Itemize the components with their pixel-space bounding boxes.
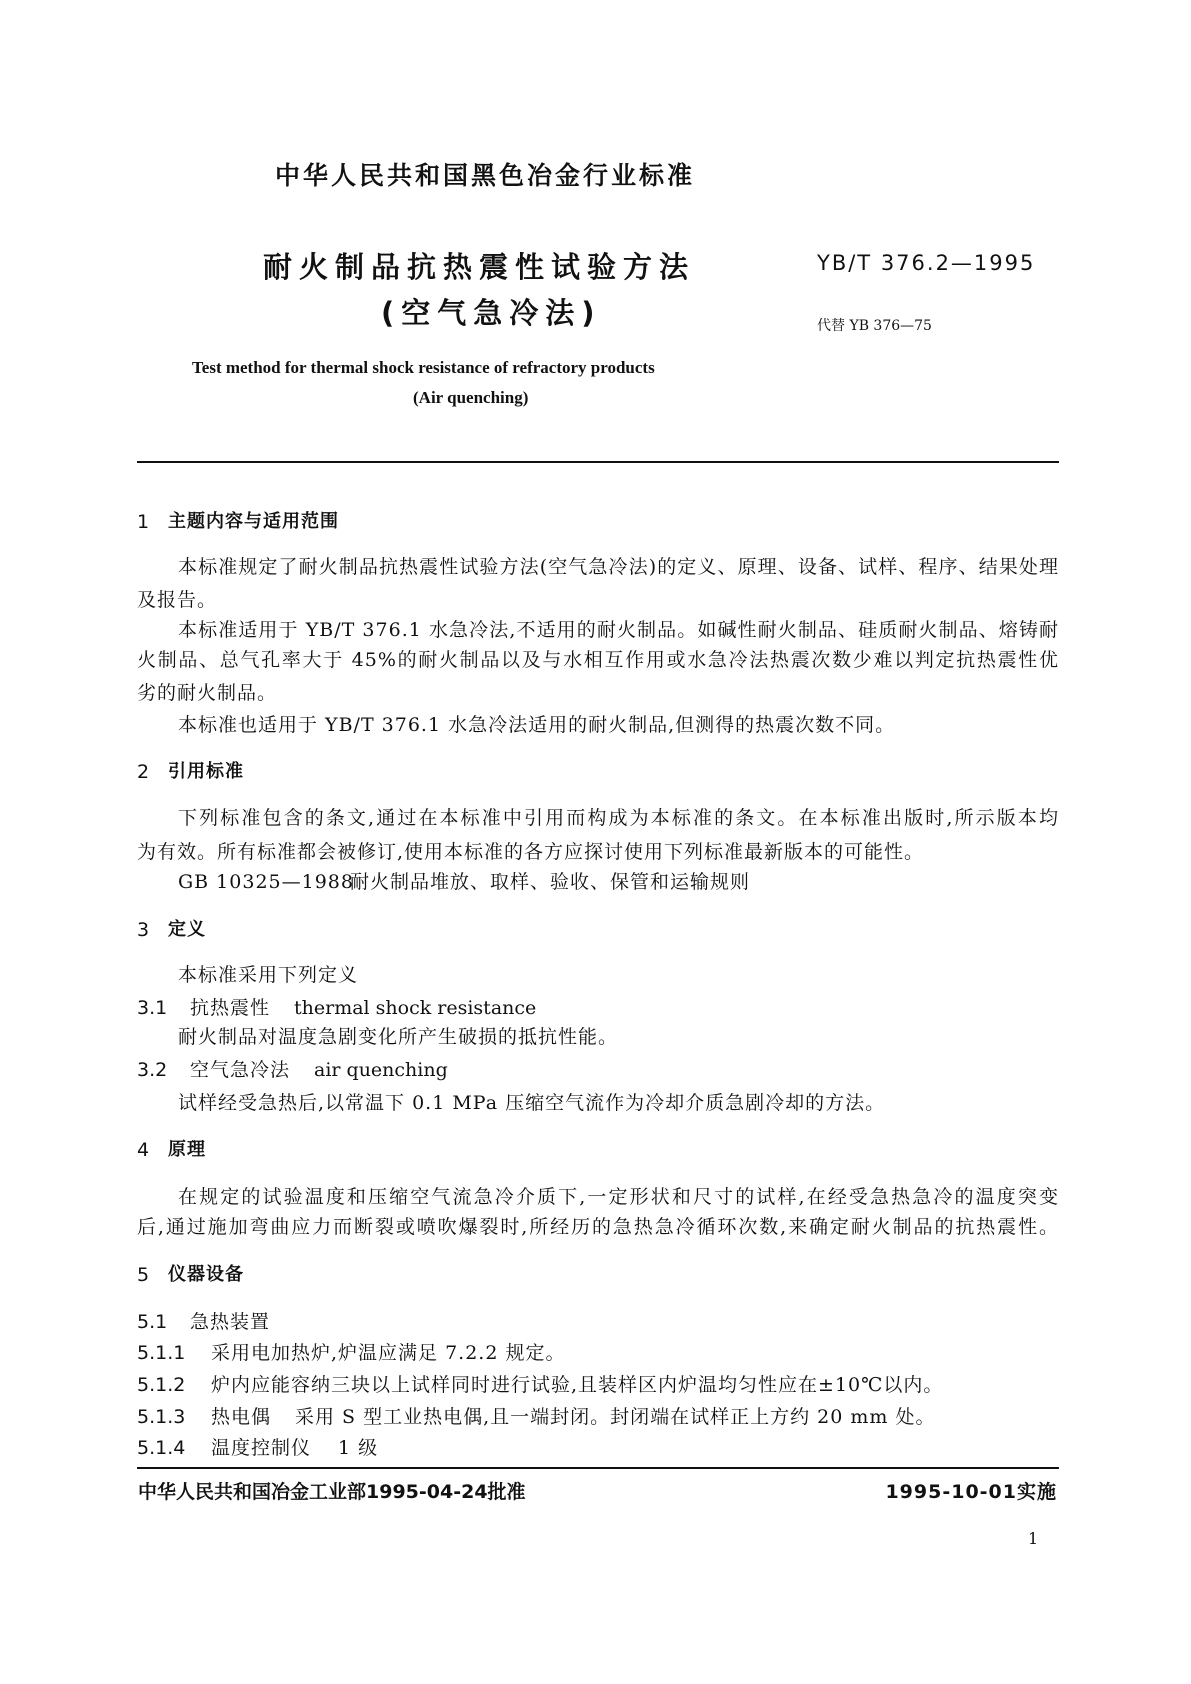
paragraph-line: 本标准采用下列定义: [178, 964, 359, 986]
paragraph-line: 后,通过施加弯曲应力而断裂或喷吹爆裂时,所经历的急热急冷循环次数,来确定耐火制品的抗热震性。: [137, 1216, 1059, 1238]
section-4-number: 4: [137, 1139, 150, 1161]
clause-text: 1 级: [338, 1437, 379, 1459]
clause-number: 5.1.4: [137, 1437, 186, 1459]
reference-code: GB 10325—1988: [178, 871, 354, 893]
term-en: thermal shock resistance: [294, 997, 537, 1019]
paragraph-line: 在规定的试验温度和压缩空气流急冷介质下,一定形状和尺寸的试样,在经受急热急冷的温度突变: [178, 1186, 1059, 1208]
paragraph-line: 下列标准包含的条文,通过在本标准中引用而构成为本标准的条文。在本标准出版时,所示版本均: [178, 807, 1059, 829]
title-cn: 耐火制品抗热震性试验方法: [263, 250, 696, 284]
paragraph-line: 劣的耐火制品。: [137, 682, 278, 704]
page-number: 1: [1028, 1529, 1040, 1548]
subtitle-cn: (空气急冷法): [381, 296, 602, 330]
clause-number: 3.2: [137, 1059, 168, 1081]
clause-text: 炉内应能容纳三块以上试样同时进行试验,且装样区内炉温均匀性应在±10℃以内。: [211, 1374, 944, 1396]
section-5-title: 仪器设备: [168, 1264, 244, 1285]
subtitle-en: (Air quenching): [413, 388, 529, 407]
effective-date: 1995-10-01实施: [885, 1481, 1057, 1503]
clause-term: 温度控制仪: [211, 1437, 312, 1459]
section-1-number: 1: [137, 511, 150, 533]
section-2-title: 引用标准: [168, 761, 244, 782]
term-cn: 抗热震性: [190, 997, 271, 1019]
section-4-title: 原理: [168, 1139, 206, 1160]
header-divider: [137, 461, 1059, 463]
paragraph-line: 火制品、总气孔率大于 45%的耐火制品以及与水相互作用或水急冷法热震次数少难以判定抗热震性优: [137, 649, 1059, 671]
paragraph-line: 及报告。: [137, 589, 218, 611]
paragraph-line: 本标准规定了耐火制品抗热震性试验方法(空气急冷法)的定义、原理、设备、试样、程序、结果处理: [178, 556, 1059, 578]
paragraph-line: 本标准适用于 YB/T 376.1 水急冷法,不适用的耐火制品。如碱性耐火制品、硅质耐火制品、熔铸耐: [178, 619, 1059, 641]
replaces-note: 代替 YB 376—75: [817, 318, 932, 334]
clause-term: 热电偶: [211, 1406, 272, 1428]
issuer-heading: 中华人民共和国黑色冶金行业标准: [275, 161, 696, 190]
term-cn: 空气急冷法: [190, 1059, 291, 1081]
term-definition: 耐火制品对温度急剧变化所产生破损的抵抗性能。: [178, 1026, 619, 1048]
section-5-number: 5: [137, 1264, 150, 1286]
clause-text: 急热装置: [190, 1311, 271, 1333]
section-2-number: 2: [137, 761, 150, 783]
title-en: Test method for thermal shock resistance of refractory products: [192, 358, 655, 377]
term-en: air quenching: [314, 1059, 448, 1081]
paragraph-line: 本标准也适用于 YB/T 376.1 水急冷法适用的耐火制品,但测得的热震次数不同。: [178, 714, 896, 736]
clause-number: 5.1: [137, 1311, 168, 1333]
term-definition: 试样经受急热后,以常温下 0.1 MPa 压缩空气流作为冷却介质急剧冷却的方法。: [178, 1092, 886, 1114]
clause-number: 5.1.3: [137, 1406, 186, 1428]
section-1-title: 主题内容与适用范围: [168, 511, 339, 532]
clause-number: 5.1.1: [137, 1342, 186, 1364]
approval-date: 中华人民共和国冶金工业部1995-04-24批准: [138, 1481, 526, 1503]
paragraph-line: 为有效。所有标准都会被修订,使用本标准的各方应探讨使用下列标准最新版本的可能性。: [137, 841, 925, 863]
clause-number: 5.1.2: [137, 1374, 186, 1396]
section-3-number: 3: [137, 919, 150, 941]
clause-text: 采用电加热炉,炉温应满足 7.2.2 规定。: [211, 1342, 566, 1364]
clause-text: 采用 S 型工业热电偶,且一端封闭。封闭端在试样正上方约 20 mm 处。: [295, 1406, 936, 1428]
clause-number: 3.1: [137, 997, 168, 1019]
footer-divider: [137, 1467, 1059, 1469]
section-3-title: 定义: [168, 919, 206, 940]
reference-title: 耐火制品堆放、取样、验收、保管和运输规则: [350, 871, 751, 893]
standard-number: YB/T 376.2—1995: [817, 251, 1036, 275]
